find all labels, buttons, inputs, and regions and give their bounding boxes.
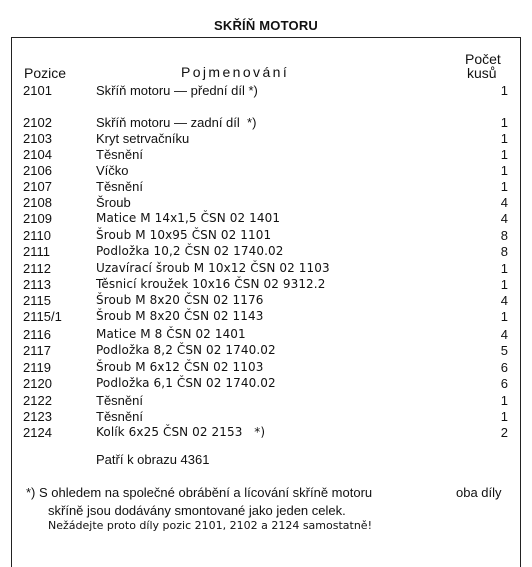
row-position: 2106	[23, 163, 52, 178]
row-quantity: 1	[500, 115, 508, 130]
row-name: Šroub M 6x12 ČSN 02 1103	[96, 360, 264, 374]
row-quantity: 1	[500, 409, 508, 424]
row-name: Šroub M 8x20 ČSN 02 1176	[96, 293, 264, 307]
row-position: 2112	[23, 261, 51, 276]
row-name: Šroub M 10x95 ČSN 02 1101	[96, 228, 272, 242]
footnote-line-1-end: oba díly	[456, 485, 502, 500]
table-row	[0, 179, 532, 195]
row-position: 2115/1	[23, 309, 62, 324]
row-quantity: 5	[500, 343, 508, 358]
row-name: Víčko	[96, 163, 129, 178]
row-position: 2107	[23, 179, 52, 194]
row-quantity: 1	[500, 277, 508, 292]
row-name: Podložka 10,2 ČSN 02 1740.02	[96, 244, 284, 258]
row-position: 2108	[23, 195, 52, 210]
row-quantity: 8	[500, 228, 508, 243]
footnote-line-3: Nežádejte proto díly pozic 2101, 2102 a 2124 samostatně!	[48, 519, 372, 532]
row-quantity: 4	[500, 195, 508, 210]
row-position: 2115	[23, 293, 51, 308]
table-row	[0, 425, 532, 441]
belongs-to-note: Patří k obrazu 4361	[96, 452, 210, 467]
table-row	[0, 327, 532, 343]
row-position: 2119	[23, 360, 51, 375]
row-name: Těsnicí kroužek 10x16 ČSN 02 9312.2	[96, 277, 326, 291]
table-row	[0, 115, 532, 131]
row-name: Podložka 6,1 ČSN 02 1740.02	[96, 376, 276, 390]
table-row	[0, 409, 532, 425]
row-quantity: 6	[500, 360, 508, 375]
row-position: 2109	[23, 211, 52, 226]
header-pocet: Počet	[465, 51, 501, 67]
row-position: 2113	[23, 277, 51, 292]
row-name: Šroub M 8x20 ČSN 02 1143	[96, 309, 264, 323]
row-position: 2104	[23, 147, 52, 162]
table-row	[0, 147, 532, 163]
footnote-line-1: *) S ohledem na společné obrábění a lícování skříně motoru	[26, 485, 373, 500]
row-quantity: 1	[500, 131, 508, 146]
row-position: 2117	[23, 343, 51, 358]
table-row	[0, 393, 532, 409]
header-kusu: kusů	[467, 65, 497, 81]
table-row	[0, 343, 532, 359]
row-quantity: 1	[500, 309, 508, 324]
row-name: Matice M 8 ČSN 02 1401	[96, 327, 246, 341]
row-name: Matice M 14x1,5 ČSN 02 1401	[96, 211, 281, 225]
row-position: 2124	[23, 425, 52, 440]
table-row	[0, 83, 532, 99]
row-name: Těsnění	[96, 147, 143, 162]
row-quantity: 1	[500, 83, 508, 98]
table-row	[0, 244, 532, 260]
row-name: Skříň motoru — přední díl *)	[96, 83, 258, 98]
row-name: Skříň motoru — zadní díl *)	[96, 115, 257, 130]
row-position: 2101	[23, 83, 52, 98]
header-pozice: Pozice	[24, 65, 67, 81]
table-row	[0, 309, 532, 325]
row-position: 2123	[23, 409, 52, 424]
row-name: Uzavírací šroub M 10x12 ČSN 02 1103	[96, 261, 330, 275]
row-name: Šroub	[96, 195, 131, 210]
page-title: SKŘÍŇ MOTORU	[214, 18, 318, 33]
table-row	[0, 131, 532, 147]
table-row	[0, 211, 532, 227]
row-position: 2116	[23, 327, 51, 342]
header-pojmenovani: Pojmenování	[181, 64, 290, 80]
row-quantity: 1	[500, 393, 508, 408]
table-row	[0, 360, 532, 376]
row-quantity: 8	[500, 244, 508, 259]
row-quantity: 1	[500, 147, 508, 162]
row-quantity: 1	[500, 163, 508, 178]
row-name: Kolík 6x25 ČSN 02 2153 *)	[96, 425, 266, 439]
table-row	[0, 293, 532, 309]
table-row	[0, 195, 532, 211]
table-row	[0, 228, 532, 244]
row-position: 2102	[23, 115, 52, 130]
row-position: 2103	[23, 131, 52, 146]
row-name: Kryt setrvačníku	[96, 131, 190, 146]
row-quantity: 4	[500, 327, 508, 342]
table-row	[0, 163, 532, 179]
row-quantity: 4	[500, 293, 508, 308]
row-position: 2120	[23, 376, 52, 391]
row-quantity: 1	[500, 261, 508, 276]
row-quantity: 4	[500, 211, 508, 226]
row-name: Těsnění	[96, 409, 143, 424]
row-position: 2111	[23, 244, 50, 259]
row-name: Těsnění	[96, 393, 143, 408]
row-name: Podložka 8,2 ČSN 02 1740.02	[96, 343, 276, 357]
row-position: 2122	[23, 393, 52, 408]
footnote-line-2: skříně jsou dodávány smontované jako jeden celek.	[48, 503, 346, 518]
table-row	[0, 376, 532, 392]
row-quantity: 6	[500, 376, 508, 391]
row-quantity: 1	[500, 179, 508, 194]
table-row	[0, 277, 532, 293]
row-quantity: 2	[500, 425, 508, 440]
row-name: Těsnění	[96, 179, 143, 194]
table-row	[0, 261, 532, 277]
row-position: 2110	[23, 228, 51, 243]
